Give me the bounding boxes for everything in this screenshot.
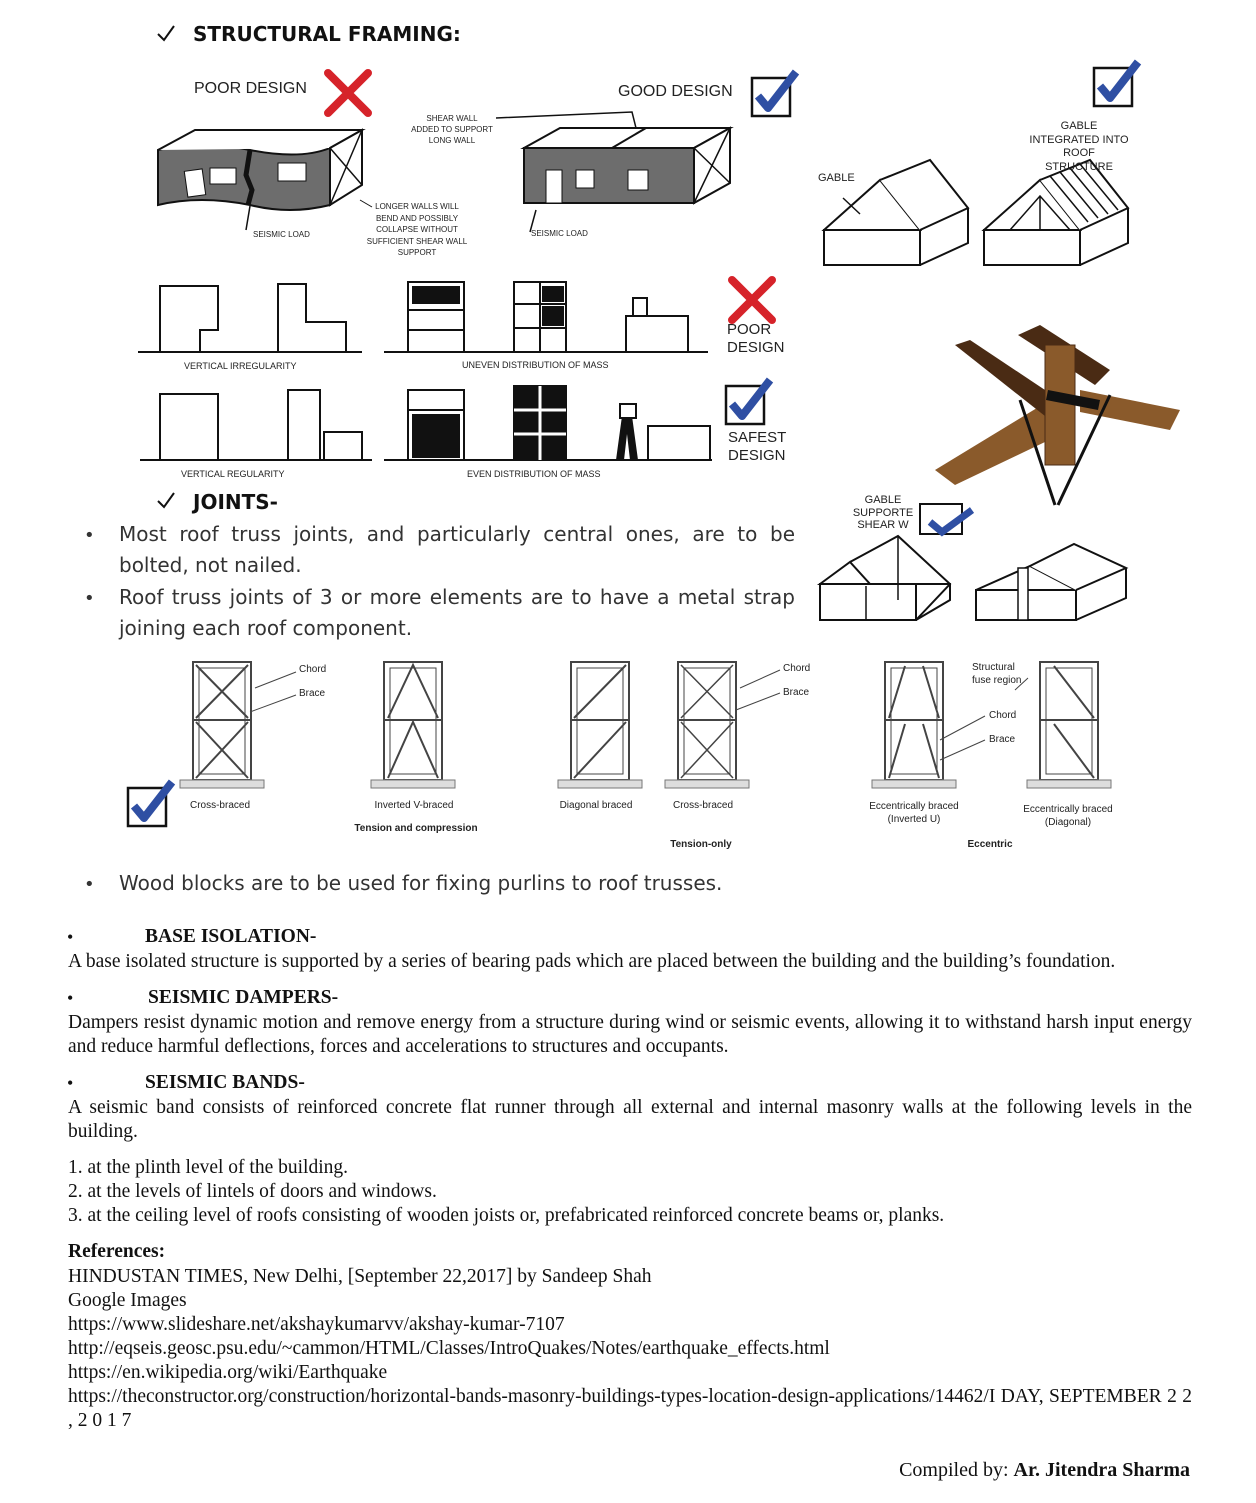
cross-icon — [732, 280, 772, 320]
gable-label: GABLE — [818, 172, 855, 184]
check-icon — [1094, 62, 1138, 106]
joints-heading: JOINTS- — [193, 490, 278, 514]
compiled-by — [899, 1458, 1190, 1482]
chord-label: Chord — [299, 664, 327, 675]
references-list — [68, 1265, 1192, 1433]
seismic-dampers-heading: SEISMIC DAMPERS- — [148, 987, 339, 1008]
group-caption: Tension and compression — [354, 823, 478, 834]
reference-link[interactable]: http://eqseis.geosc.psu.edu/~cammon/HTML/Classes/IntroQuakes/Notes/earthquake_effects.html — [68, 1338, 830, 1359]
frame-caption: Eccentrically braced (Inverted U) — [869, 801, 959, 825]
bullet-dot: • — [67, 1073, 74, 1093]
seismic-bands-body: A seismic band consists of reinforced concrete flat runner through all external and internal masonry walls at the following levels in the building. — [68, 1097, 1192, 1142]
gable-integrated-note: GABLE INTEGRATED INTO ROOF STRUCTURE — [1029, 120, 1129, 173]
author-name: Ar. Jitendra Sharma — [1013, 1459, 1190, 1481]
bullet-dot: • — [84, 588, 95, 609]
frame-caption: Inverted V-braced — [374, 800, 454, 811]
tick-icon — [158, 493, 174, 507]
gable-supported-note: GABLE SUPPORTE SHEAR W — [852, 494, 914, 531]
structural-fuse-label: Structural fuse region — [972, 662, 1022, 686]
list-item: 1. at the plinth level of the building. — [68, 1157, 348, 1178]
uneven-mass-caption: UNEVEN DISTRIBUTION OF MASS — [462, 360, 609, 370]
tick-icon — [158, 26, 174, 40]
brace-label: Brace — [989, 734, 1016, 745]
check-icon — [726, 380, 770, 424]
even-mass-caption: EVEN DISTRIBUTION OF MASS — [467, 469, 601, 479]
seismic-dampers-body: Dampers resist dynamic motion and remove energy from a structure during wind or seismic events, allowing it to withstand harsh input energy and reduce harmful deflections, forces and accelerations to structures and occupants. — [68, 1012, 1192, 1057]
reference-link[interactable]: https://en.wikipedia.org/wiki/Earthquake — [68, 1362, 388, 1383]
frame-caption: Cross-braced — [672, 800, 734, 811]
frame-caption: Diagonal braced — [559, 800, 633, 811]
brace-label: Brace — [783, 687, 810, 698]
vertical-irregularity-caption: VERTICAL IRREGULARITY — [184, 361, 297, 370]
structural-framing-heading: STRUCTURAL FRAMING: — [193, 22, 461, 46]
reference-link[interactable]: https://theconstructor.org/construction/horizontal-bands-masonry-buildings-types-location-design-applications/14462/I DAY, SEPTEMBER 2 2 , 2 0 1 7 — [68, 1386, 1192, 1431]
safest-design-caption: SAFEST DESIGN — [728, 429, 787, 464]
shear-wall-note: SHEAR WALL ADDED TO SUPPORT LONG WALL — [411, 114, 493, 145]
bullet-dot: • — [67, 988, 74, 1008]
joints-bullet-2: Roof truss joints of 3 or more elements are to have a metal strap joining each roof component. — [119, 585, 795, 640]
base-isolation-body: A base isolated structure is supported by a series of bearing pads which are placed between the building and the building’s foundation. — [68, 951, 1116, 972]
group-caption: Tension-only — [670, 839, 732, 850]
references-heading: References: — [68, 1241, 166, 1262]
wood-blocks-bullet: Wood blocks are to be used for fixing purlins to roof trusses. — [119, 871, 723, 895]
bullet-dot: • — [84, 525, 95, 546]
bands-list — [68, 1156, 944, 1228]
brace-label: Brace — [299, 688, 326, 699]
seismic-load-label: SEISMIC LOAD — [531, 229, 588, 238]
regular-buildings-illustration — [140, 380, 770, 460]
frame-caption: Eccentrically braced (Diagonal) — [1023, 804, 1113, 828]
chord-label: Chord — [783, 663, 811, 674]
seismic-bands-heading: SEISMIC BANDS- — [145, 1072, 305, 1093]
poor-design-caption: POOR DESIGN — [727, 321, 785, 356]
seismic-load-label: SEISMIC LOAD — [253, 230, 310, 239]
reference-item: Google Images — [68, 1290, 187, 1311]
longer-walls-note: LONGER WALLS WILL BEND AND POSSIBLY COLLAPSE WITHOUT SUFFICIENT SHEAR WALL SUPPORT — [366, 202, 468, 257]
reference-item: HINDUSTAN TIMES, New Delhi, [September 22,2017] by Sandeep Shah — [68, 1266, 652, 1287]
vertical-regularity-caption: VERTICAL REGULARITY — [181, 469, 285, 479]
compiled-by-label: Compiled by: — [899, 1459, 1014, 1481]
poor-design-label: POOR DESIGN — [194, 80, 307, 97]
timber-joint-illustration — [935, 325, 1180, 505]
reference-link[interactable]: https://www.slideshare.net/akshaykumarvv/akshay-kumar-7107 — [68, 1314, 565, 1335]
joints-bullet-1: Most roof truss joints, and particularly central ones, are to be bolted, not nailed. — [119, 522, 795, 577]
group-caption: Eccentric — [967, 839, 1013, 850]
cross-icon — [328, 73, 368, 113]
list-item: 3. at the ceiling level of roofs consisting of wooden joists or, prefabricated reinforced concrete beams or, planks. — [68, 1205, 945, 1226]
bullet-dot: • — [67, 927, 74, 947]
list-item: 2. at the levels of lintels of doors and windows. — [68, 1181, 437, 1202]
chord-label: Chord — [989, 710, 1017, 721]
good-design-label: GOOD DESIGN — [618, 83, 733, 100]
check-icon — [752, 72, 796, 116]
frame-caption: Cross-braced — [189, 800, 251, 811]
bullet-dot: • — [84, 874, 95, 895]
base-isolation-heading: BASE ISOLATION- — [145, 926, 317, 947]
irregular-buildings-illustration — [138, 280, 772, 352]
